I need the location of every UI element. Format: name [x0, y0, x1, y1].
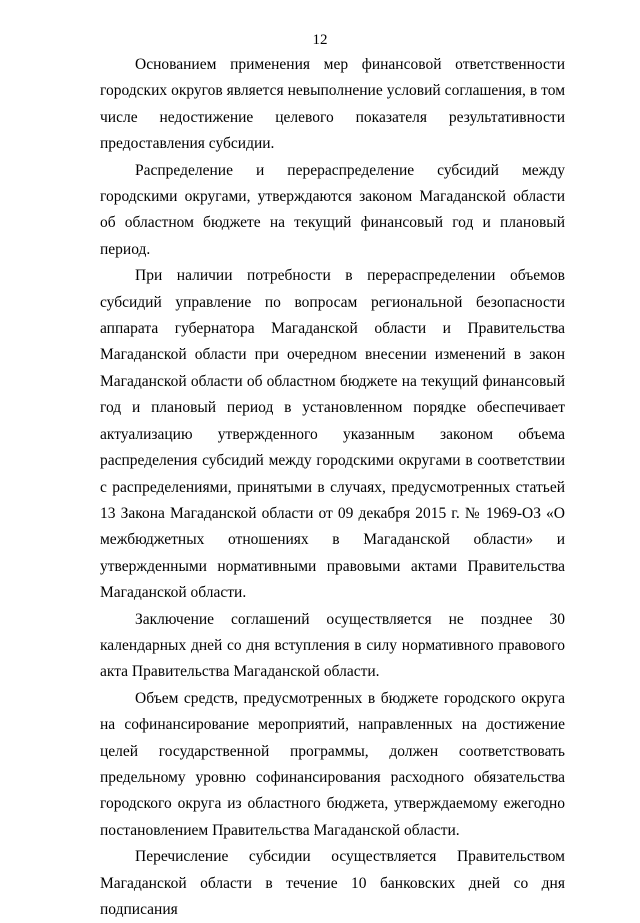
- paragraph-cofinancing-volume: Объем средств, предусмотренных в бюджете городского округа на софинансирование мероприятий, направленных на достижение целей государственной программы, должен соответствовать предельному уровню софинансирования расходного обязательства городского округа из областного бюджета, утверждаемому ежегодно постановлением Правительства Магаданской области.: [100, 689, 565, 839]
- paragraph-redistribution-procedure: При наличии потребности в перераспределении объемов субсидий управление по вопросам региональной безопасности аппарата губернатора Магаданской области и Правительства Магаданской области при очередном внесении изменений в закон Магаданской области об областном бюджете на текущий финансовый год и плановый период в установленном порядке обеспечивает актуализацию утвержденного указанным законом объема распределения субсидий между городскими округами в соответствии с распределениями, принятыми в случаях, предусмотренных статьей 13 Закона Магаданской области от 09 декабря 2015 г. № 1969-ОЗ «О межбюджетных отношениях в Магаданской области» и утвержденными нормативными правовыми актами Правительства Магаданской области.: [100, 267, 565, 602]
- paragraph-financial-responsibility: Основанием применения мер финансовой ответственности городских округов является невыполнение условий соглашения, в том числе недостижение целевого показателя результативности предоставления субсидии.: [100, 56, 565, 153]
- paragraph-agreement-deadline: Заключение соглашений осуществляется не позднее 30 календарных дней со дня вступления в силу нормативного правового акта Правительства Магаданской области.: [100, 610, 565, 681]
- paragraph-subsidy-distribution: Распределение и перераспределение субсидий между городскими округами, утверждаются законом Магаданской области об областном бюджете на текущий финансовый год и плановый период.: [100, 161, 565, 258]
- document-body: [100, 52, 565, 923]
- page-number: 12: [312, 32, 328, 48]
- paragraph-subsidy-transfer: Перечисление субсидии осуществляется Правительством Магаданской области в течение 10 банковских дней со дня подписания: [100, 848, 565, 918]
